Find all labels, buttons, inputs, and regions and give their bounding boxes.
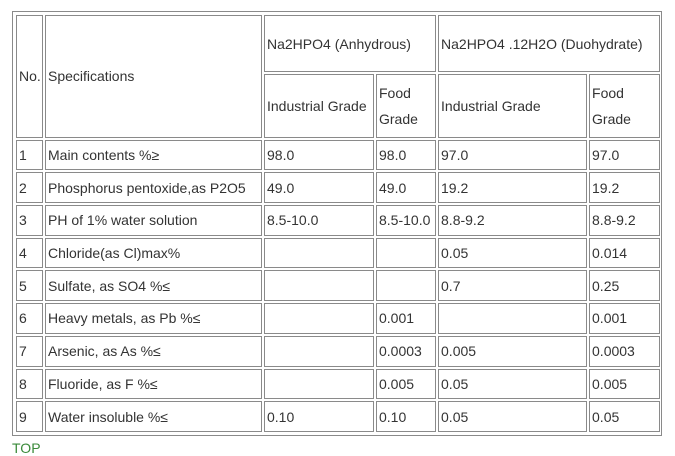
row-anhydrous-industrial bbox=[264, 336, 374, 367]
row-anhydrous-industrial: 0.10 bbox=[264, 401, 374, 432]
row-duohydrate-food: 0.25 bbox=[589, 270, 660, 301]
row-spec: Sulfate, as SO4 %≤ bbox=[45, 270, 262, 301]
spec-table-container bbox=[12, 11, 662, 436]
header-row-1 bbox=[16, 15, 660, 72]
header-industrial-grade-anhydrous: Industrial Grade bbox=[264, 74, 374, 138]
row-spec: Chloride(as Cl)max% bbox=[45, 238, 262, 269]
row-duohydrate-food: 0.005 bbox=[589, 369, 660, 400]
row-anhydrous-industrial: 98.0 bbox=[264, 140, 374, 171]
row-anhydrous-industrial bbox=[264, 270, 374, 301]
row-no: 2 bbox=[16, 172, 43, 203]
table-row bbox=[16, 205, 660, 236]
table-row bbox=[16, 172, 660, 203]
row-anhydrous-industrial bbox=[264, 303, 374, 334]
row-duohydrate-food: 0.014 bbox=[589, 238, 660, 269]
table-row bbox=[16, 303, 660, 334]
table-row bbox=[16, 401, 660, 432]
row-anhydrous-food: 0.005 bbox=[376, 369, 436, 400]
row-anhydrous-industrial bbox=[264, 238, 374, 269]
row-duohydrate-food: 0.0003 bbox=[589, 336, 660, 367]
header-no: No. bbox=[16, 15, 43, 138]
row-spec: Fluoride, as F %≤ bbox=[45, 369, 262, 400]
row-spec: PH of 1% water solution bbox=[45, 205, 262, 236]
table-row bbox=[16, 369, 660, 400]
row-anhydrous-food: 0.0003 bbox=[376, 336, 436, 367]
spec-table bbox=[14, 13, 662, 434]
header-specifications: Specifications bbox=[45, 15, 262, 138]
row-anhydrous-industrial: 8.5-10.0 bbox=[264, 205, 374, 236]
row-anhydrous-food: 98.0 bbox=[376, 140, 436, 171]
row-anhydrous-industrial: 49.0 bbox=[264, 172, 374, 203]
header-anhydrous: Na2HPO4 (Anhydrous) bbox=[264, 15, 436, 72]
row-duohydrate-industrial: 0.05 bbox=[438, 369, 587, 400]
row-anhydrous-food: 0.10 bbox=[376, 401, 436, 432]
row-no: 6 bbox=[16, 303, 43, 334]
row-spec: Phosphorus pentoxide,as P2O5 bbox=[45, 172, 262, 203]
row-no: 7 bbox=[16, 336, 43, 367]
row-no: 5 bbox=[16, 270, 43, 301]
row-anhydrous-food bbox=[376, 238, 436, 269]
row-no: 3 bbox=[16, 205, 43, 236]
row-no: 9 bbox=[16, 401, 43, 432]
row-duohydrate-industrial: 8.8-9.2 bbox=[438, 205, 587, 236]
row-no: 8 bbox=[16, 369, 43, 400]
row-anhydrous-industrial bbox=[264, 369, 374, 400]
row-anhydrous-food bbox=[376, 270, 436, 301]
row-anhydrous-food: 8.5-10.0 bbox=[376, 205, 436, 236]
row-duohydrate-industrial: 0.05 bbox=[438, 401, 587, 432]
row-no: 4 bbox=[16, 238, 43, 269]
row-duohydrate-industrial: 0.05 bbox=[438, 238, 587, 269]
row-anhydrous-food: 0.001 bbox=[376, 303, 436, 334]
row-duohydrate-industrial: 0.005 bbox=[438, 336, 587, 367]
header-industrial-grade-duohydrate: Industrial Grade bbox=[438, 74, 587, 138]
row-duohydrate-industrial: 19.2 bbox=[438, 172, 587, 203]
row-duohydrate-industrial bbox=[438, 303, 587, 334]
row-spec: Heavy metals, as Pb %≤ bbox=[45, 303, 262, 334]
table-row bbox=[16, 336, 660, 367]
row-duohydrate-food: 97.0 bbox=[589, 140, 660, 171]
row-duohydrate-food: 19.2 bbox=[589, 172, 660, 203]
row-spec: Arsenic, as As %≤ bbox=[45, 336, 262, 367]
header-food-grade-anhydrous: Food Grade bbox=[376, 74, 436, 138]
header-duohydrate: Na2HPO4 .12H2O (Duohydrate) bbox=[438, 15, 660, 72]
table-row bbox=[16, 140, 660, 171]
row-no: 1 bbox=[16, 140, 43, 171]
row-duohydrate-industrial: 97.0 bbox=[438, 140, 587, 171]
row-spec: Water insoluble %≤ bbox=[45, 401, 262, 432]
top-link[interactable]: TOP bbox=[12, 440, 41, 456]
row-duohydrate-food: 8.8-9.2 bbox=[589, 205, 660, 236]
row-anhydrous-food: 49.0 bbox=[376, 172, 436, 203]
header-food-grade-duohydrate: Food Grade bbox=[589, 74, 660, 138]
table-row bbox=[16, 238, 660, 269]
row-spec: Main contents %≥ bbox=[45, 140, 262, 171]
row-duohydrate-food: 0.05 bbox=[589, 401, 660, 432]
table-row bbox=[16, 270, 660, 301]
row-duohydrate-industrial: 0.7 bbox=[438, 270, 587, 301]
row-duohydrate-food: 0.001 bbox=[589, 303, 660, 334]
